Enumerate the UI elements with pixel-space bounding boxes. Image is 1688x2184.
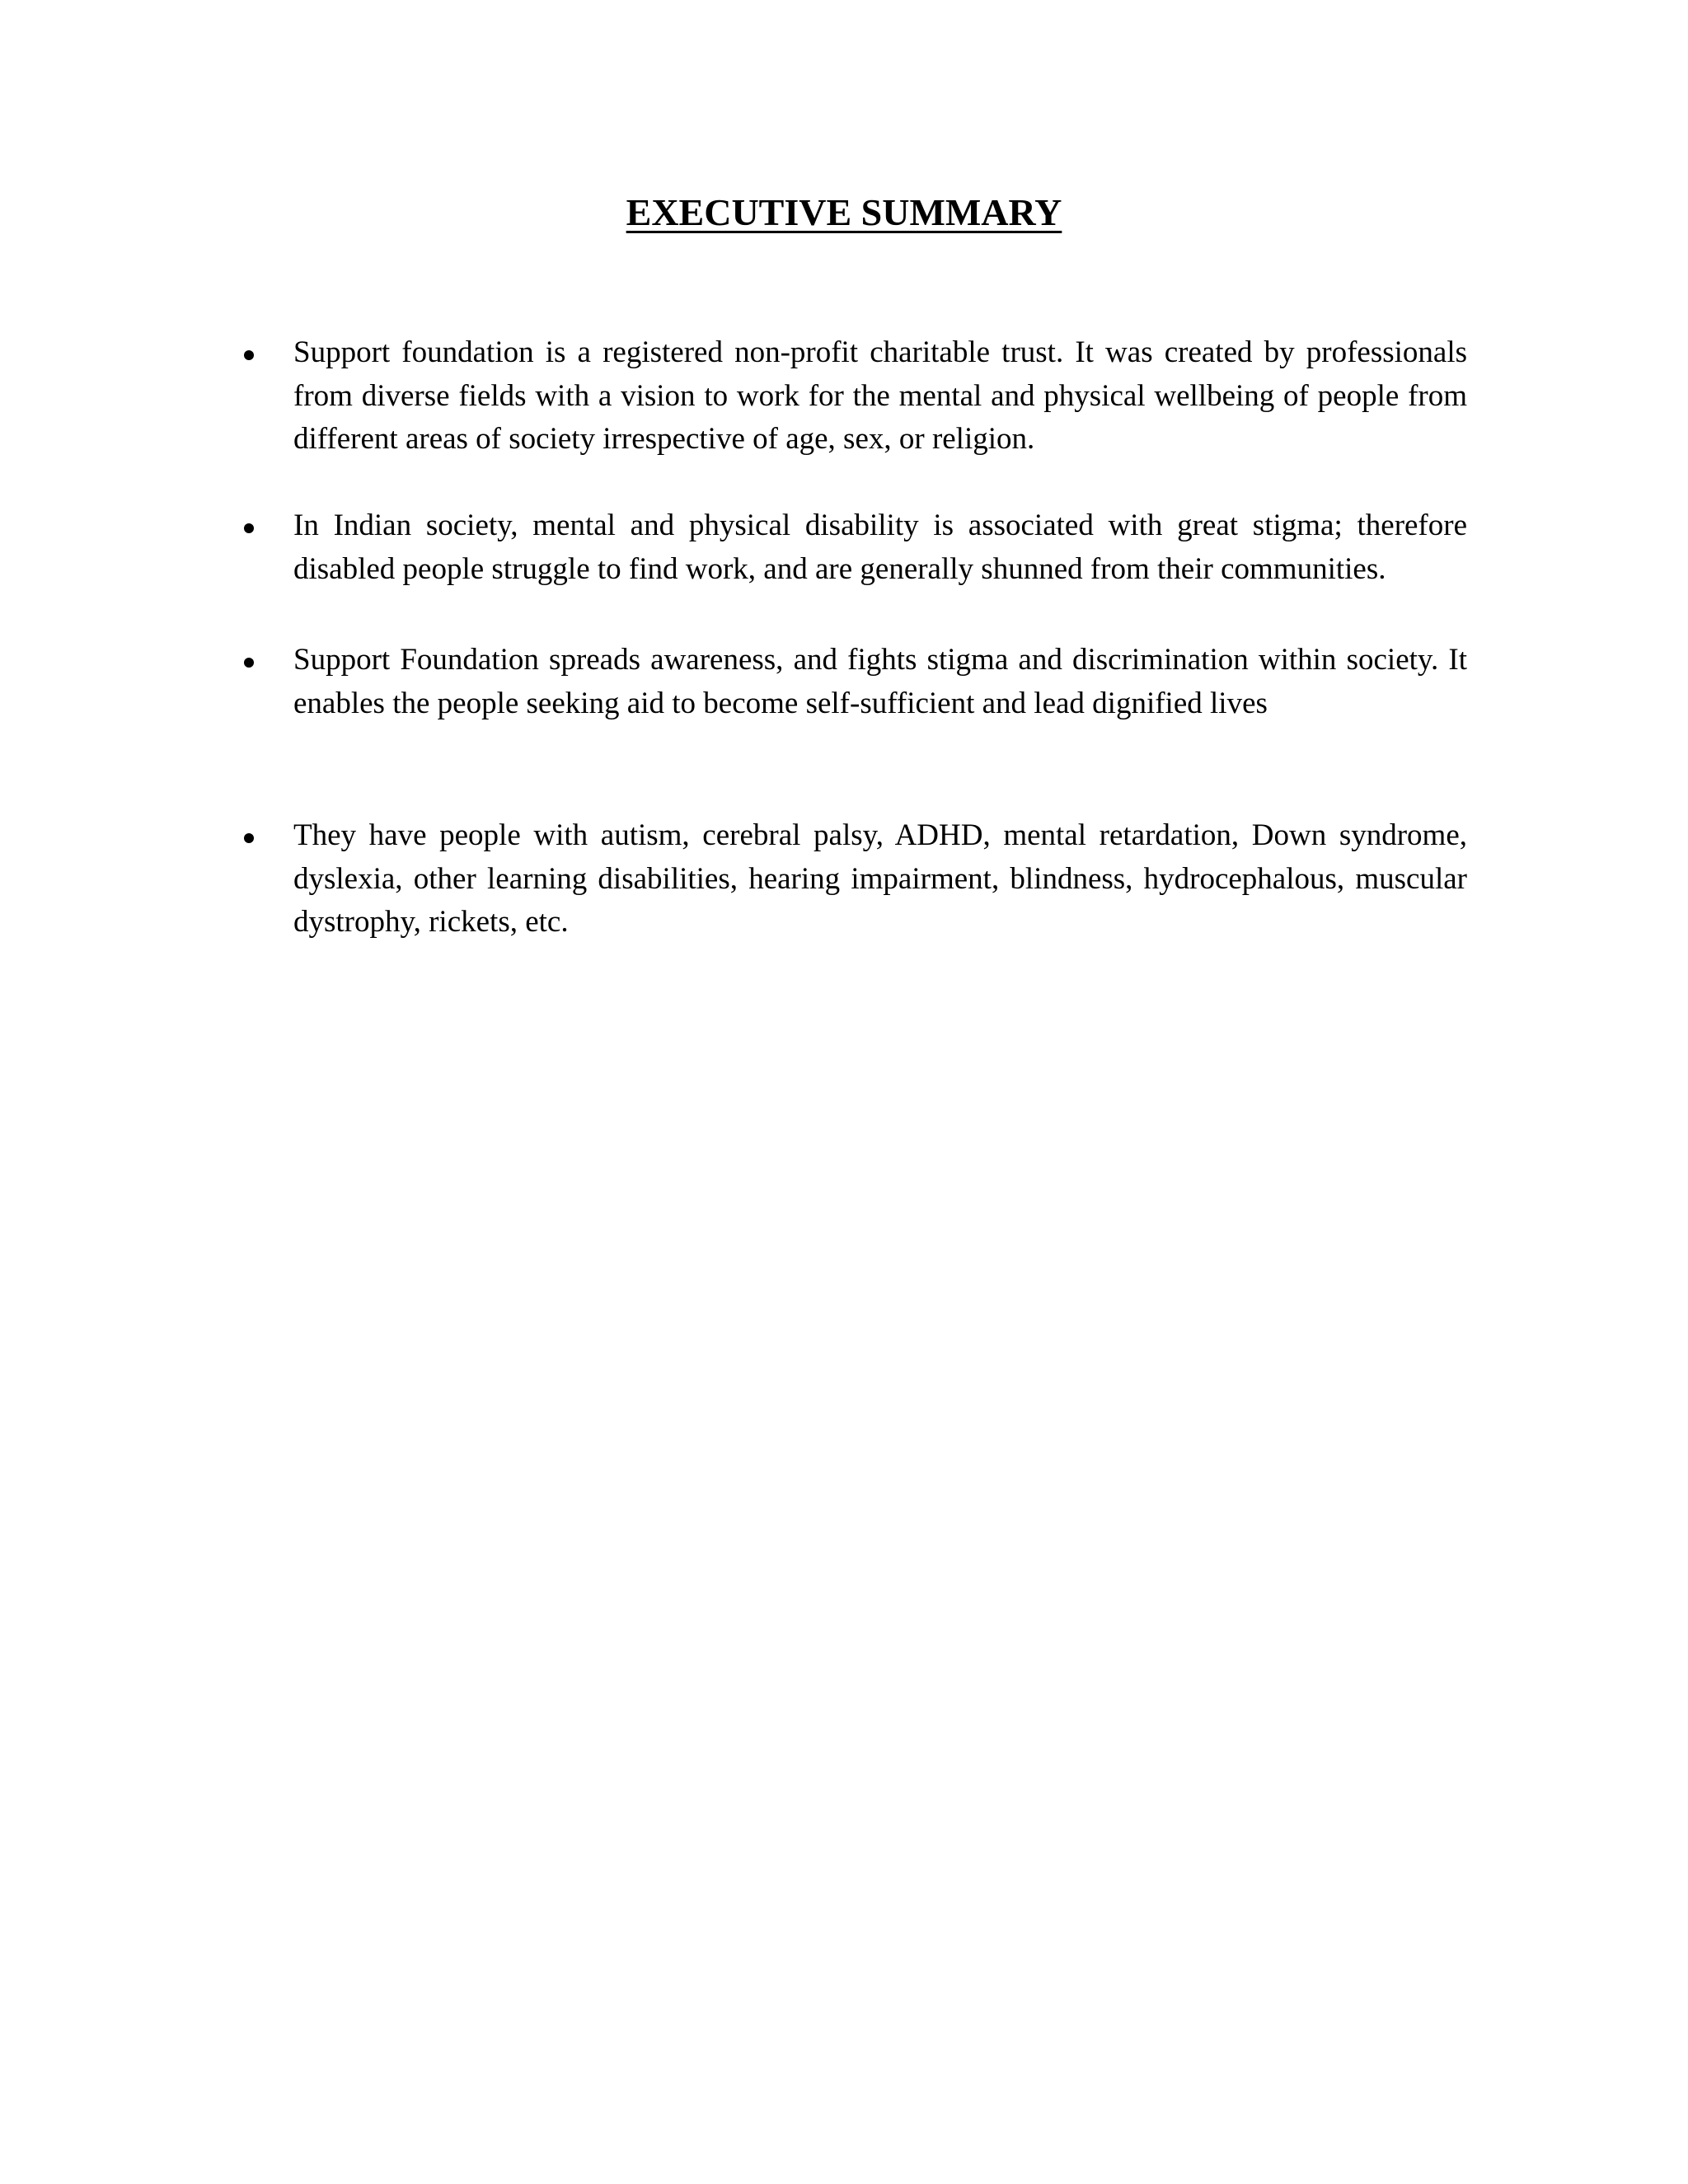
bullet-text: They have people with autism, cerebral palsy, ADHD, mental retardation, Down syndrome, dyslexia, other learning disabilities, hearing impairment, blindness, hydrocephalous, muscular dystrophy, rickets, etc.: [293, 818, 1467, 939]
page-title: [0, 188, 1688, 237]
bullet-dot-icon: [244, 833, 254, 843]
page-title-text: EXECUTIVE SUMMARY: [626, 191, 1062, 233]
bullet-text: In Indian society, mental and physical disability is associated with great stigma; therefore disabled people struggle to find work, and are generally shunned from their communities.: [293, 509, 1467, 586]
bullet-dot-icon: [244, 350, 254, 360]
bullet-dot-icon: [244, 523, 254, 533]
bullet-dot-icon: [244, 658, 254, 668]
bullet-text: Support foundation is a registered non-profit charitable trust. It was created by professionals from diverse fields with a vision to work for the mental and physical wellbeing of people from different areas of society irrespective of age, sex, or religion.: [293, 335, 1467, 456]
bullet-text: Support Foundation spreads awareness, and fights stigma and discrimination within society. It enables the people seeking aid to become self-sufficient and lead dignified lives: [293, 643, 1467, 720]
